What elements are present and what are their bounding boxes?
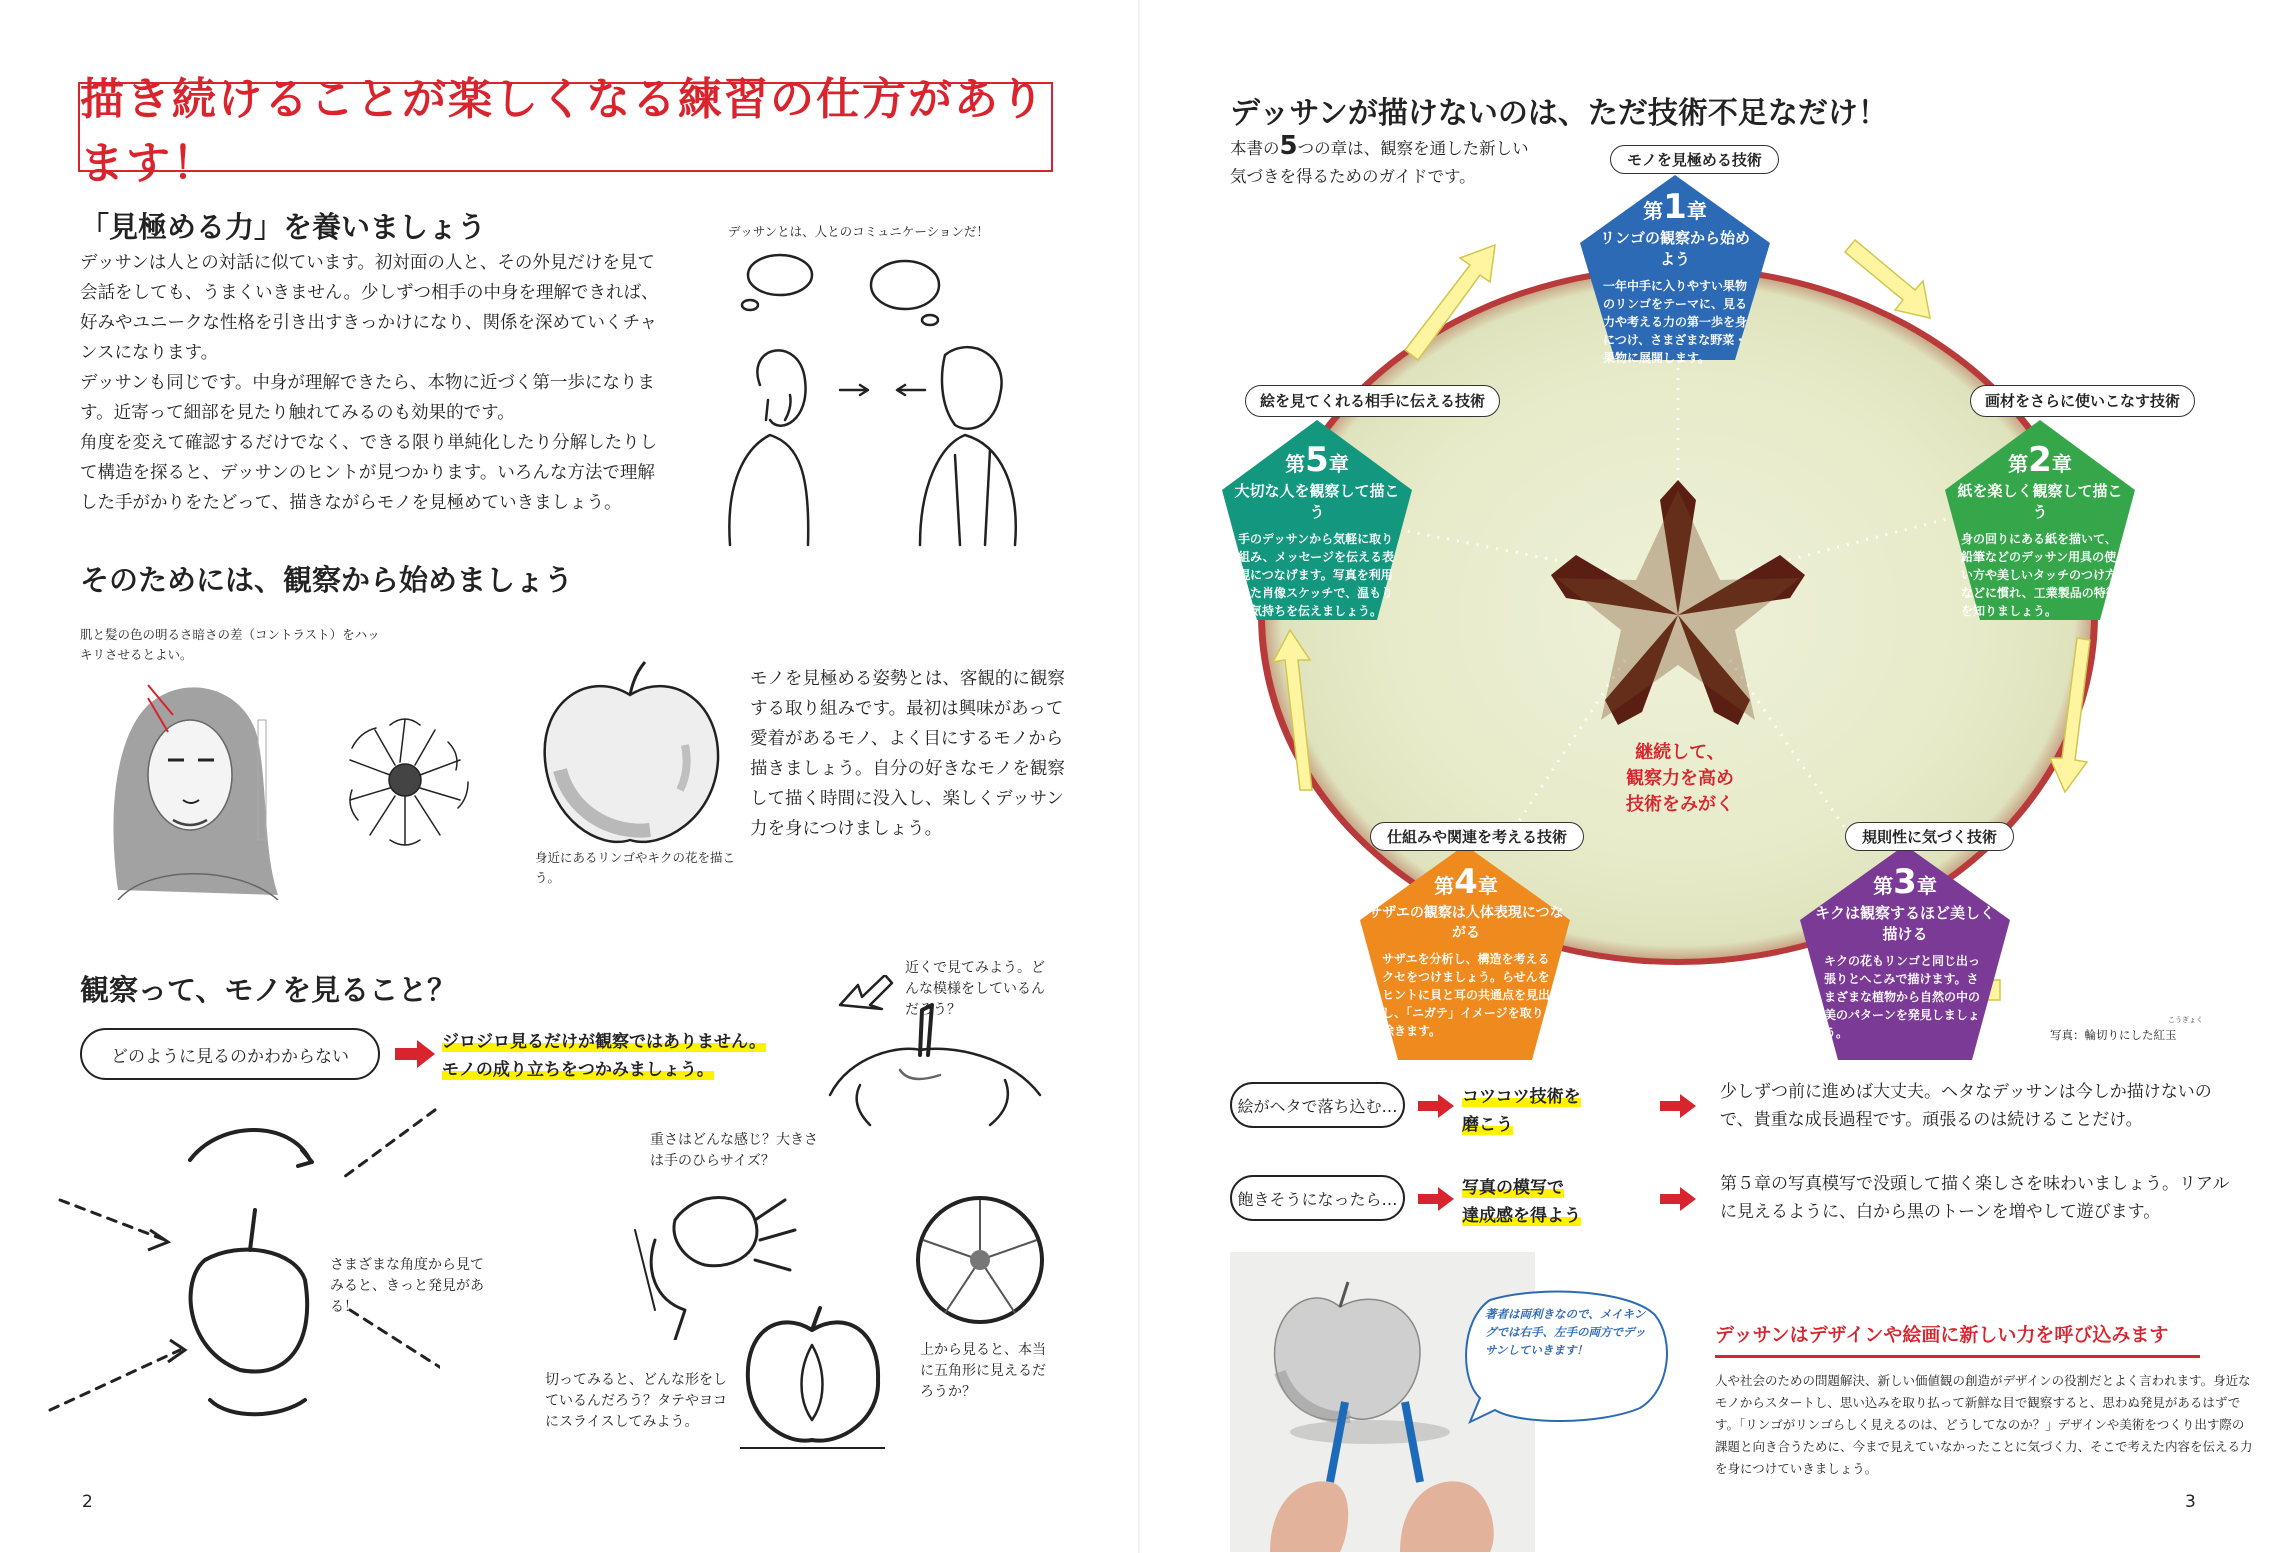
chapter5-content xyxy=(1232,440,1402,620)
chapter-title: 紙を楽しく観察して描こう xyxy=(1957,482,2123,521)
chapter3-content xyxy=(1812,862,1998,1042)
chapter-number: 4 xyxy=(1454,862,1478,902)
page-number-left: 2 xyxy=(82,1492,93,1512)
right-heading: デッサンが描けないのは、ただ技術不足なだけ！ xyxy=(1230,96,1888,131)
apple-caption: 身近にあるリンゴやキクの花を描こう。 xyxy=(535,850,736,885)
center-line: 継続して、 xyxy=(1635,742,1725,763)
photo-credit xyxy=(2050,1025,2177,1045)
problem-text: 絵がヘタで落ち込む… xyxy=(1237,1096,1398,1116)
bubble-text: 著者は両利きなので、メイキングでは右手、左手の両方でデッサンしていきます！ xyxy=(1485,1307,1646,1357)
chapter-title: サザエの観察は人体表現につながる xyxy=(1368,905,1564,941)
angles-note: さまざまな角度から見てみると、きっと発見がある！ xyxy=(330,1257,484,1315)
center-line: 観察力を高め xyxy=(1626,768,1734,789)
red-arrow-icon xyxy=(395,1040,435,1068)
chapter-suffix: 章 xyxy=(1477,874,1498,898)
right-page xyxy=(1140,0,2280,1553)
chapter-number: 2 xyxy=(2028,440,2052,480)
paragraph: デッサンも同じです。中身が理解できたら、本物に近づく第一歩になります。近寄って細部を見たり触れてみるのも効果的です。 xyxy=(80,373,655,423)
chapter-suffix: 章 xyxy=(1328,452,1349,476)
design-paragraph: 人や社会のための問題解決、新しい価値観の創造がデザインの役割だとよく言われます。身近なモノからスタートし、思い込みを取り払って新鮮な目で観察すると、思わぬ発見があるはずです。「リンゴがリンゴらしく見えるのは、どうしてなのか？」デザインや美術をつくり出す際の課題と向き合うために、今まで見えていなかったことに気づく力、そこで考えた内容を伝える力を身につけていきましょう。 xyxy=(1715,1373,2253,1476)
chapter-suffix: 章 xyxy=(2051,452,2072,476)
center-line: 技術をみがく xyxy=(1626,794,1734,815)
cut-apple-sketch xyxy=(740,1300,885,1450)
page-title: 描き続けることが楽しくなる練習の仕方があります！ xyxy=(80,74,1046,189)
chapter-body: 一年中手に入りやすい果物のリンゴをテーマに、見る力や考える力の第一歩を身につけ、さまざまな野菜・果物に展開します。 xyxy=(1603,279,1748,365)
chapter-title: 大切な人を観察して描こう xyxy=(1234,482,1400,521)
center-message xyxy=(1600,740,1760,818)
chapter-prefix: 第 xyxy=(1643,199,1664,223)
chapter-suffix: 章 xyxy=(1916,874,1937,898)
solution-line: コツコツ技術を xyxy=(1462,1087,1581,1107)
chapter-body: 手のデッサンから気軽に取り組み、メッセージを伝える表現につなげます。写真を利用した肖像スケッチで、温もりや気持ちを伝えましょう。 xyxy=(1238,532,1395,618)
red-arrow-icon xyxy=(1660,1187,1696,1211)
chapter-body: キクの花もリンゴと同じ出っ張りとへこみで描けます。さまざまな植物から自然の中の美のパターンを発見しましょう。 xyxy=(1824,954,1981,1040)
problem-pill-1 xyxy=(1230,1082,1405,1128)
top-view-note: 上から見ると、本当に五角形に見えるだろうか？ xyxy=(920,1342,1046,1400)
chapter-prefix: 第 xyxy=(1873,874,1894,898)
red-arrow-icon xyxy=(1418,1187,1454,1211)
chapter-title: リンゴの観察から始めよう xyxy=(1599,229,1750,268)
red-arrow-icon xyxy=(1660,1094,1696,1118)
paragraph: 角度を変えて確認するだけでなく、できる限り単純化したり分解したりして構造を探ると、デッサンのヒントが見つかります。いろんな方法で理解した手がかりをたどって、描きながらモノを見極めていきましょう。 xyxy=(80,433,658,513)
chapter-number: 1 xyxy=(1663,187,1687,227)
conversation-sketch xyxy=(690,245,1050,575)
chapter4-label: 仕組みや関連を考える技術 xyxy=(1370,822,1584,851)
answer-line-1: ジロジロ見るだけが観察ではありません。 xyxy=(442,1032,767,1052)
chapter5-label: 絵を見てくれる相手に伝える技術 xyxy=(1245,385,1500,417)
page-title-box xyxy=(78,74,1053,189)
chrysanthemum-sketch xyxy=(330,700,480,870)
weight-note: 重さはどんな感じ？大きさは手のひらサイズ？ xyxy=(650,1132,818,1169)
chapter-prefix: 第 xyxy=(2008,452,2029,476)
intro-number: 5 xyxy=(1279,131,1298,161)
chapter1-content xyxy=(1595,187,1755,367)
design-heading: デッサンはデザインや絵画に新しい力を呼び込みます xyxy=(1715,1320,2200,1358)
red-arrow-icon xyxy=(1418,1094,1454,1118)
section3-heading: 観察って、モノを見ること？ xyxy=(80,973,457,1007)
chapter4-content xyxy=(1368,862,1564,1040)
chapter-prefix: 第 xyxy=(1285,452,1306,476)
face-caption: 肌と髪の色の明るさ暗さの差（コントラスト）をハッキリさせるとよい。 xyxy=(80,627,380,662)
intro-pre: 本書の xyxy=(1230,139,1280,158)
solution-1 xyxy=(1462,1083,1581,1139)
apple-stem-sketch xyxy=(810,975,1060,1145)
photo-credit-text: 写真：輪切りにした紅玉 xyxy=(2050,1028,2177,1042)
paragraph: デッサンは人との対話に似ています。初対面の人と、その外見だけを見て会話をしても、うまくいきません。少しずつ相手の中身を理解できれば、好みやユニークな性格を引き出すきっかけになり、関係を深めていくチャンスになります。 xyxy=(80,253,659,363)
explanation-2: 第５章の写真模写で没頭して描く楽しさを味わいましょう。リアルに見えるように、白から黒のトーンを増やして遊びます。 xyxy=(1720,1174,2230,1222)
section1-body xyxy=(80,248,670,518)
communication-caption: デッサンとは、人とのコミュニケーションだ！ xyxy=(728,224,989,239)
explanation-1: 少しずつ前に進めば大丈夫。ヘタなデッサンは今しか描けないので、貴重な成長過程です。頑張るのは続けることだけ。 xyxy=(1720,1082,2212,1130)
solution-line: 磨こう xyxy=(1462,1115,1513,1135)
solution-2 xyxy=(1462,1174,1581,1230)
problem-pill-2 xyxy=(1230,1175,1405,1221)
chapter-title: キクは観察するほど美しく描ける xyxy=(1814,904,1995,943)
chapter3-label: 規則性に気づく技術 xyxy=(1845,822,2014,851)
intro-post: つの章は、観察を通した新しい気づきを得るためのガイドです。 xyxy=(1230,139,1529,186)
page-number-right: 3 xyxy=(2185,1492,2196,1512)
answer-block xyxy=(442,1028,766,1084)
solution-line: 達成感を得よう xyxy=(1462,1206,1581,1226)
chapter-body: サザエを分析し、構造を考えるクセをつけましょう。らせんをヒントに貝と耳の共通点を見出し、「ニガテ」イメージを取り除きます。 xyxy=(1382,952,1551,1038)
question-pill xyxy=(80,1028,380,1080)
section2-body: モノを見極める姿勢とは、客観的に観察する取り組みです。最初は興味があって愛着があるモノ、よく目にするモノから描きましょう。自分の好きなモノを観察して描く時間に没入し、楽しくデッサン力を身につけましょう。 xyxy=(750,669,1065,839)
top-view-apple-sketch xyxy=(905,1185,1055,1335)
chapter-number: 3 xyxy=(1893,862,1917,902)
cut-note: 切ってみると、どんな形をしているんだろう？タテやヨコにスライスしてみよう。 xyxy=(545,1372,727,1430)
section2-heading: そのためには、観察から始めましょう xyxy=(80,563,574,597)
answer-line-2: モノの成り立ちをつかみましょう。 xyxy=(442,1060,714,1080)
chapter2-content xyxy=(1955,440,2125,620)
chapter-number: 5 xyxy=(1305,440,1329,480)
solution-line: 写真の模写で xyxy=(1462,1178,1564,1198)
chapter-prefix: 第 xyxy=(1434,874,1455,898)
chapter-body: 身の回りにある紙を描いて、鉛筆などのデッサン用具の使い方や美しいタッチのつけ方などに慣れ、工業製品の特徴を知りましょう。 xyxy=(1961,532,2118,618)
chapter2-label: 画材をさらに使いこなす技術 xyxy=(1970,385,2195,417)
photo-credit-ruby: こうぎょく xyxy=(2168,1016,2203,1024)
chapter-suffix: 章 xyxy=(1686,199,1707,223)
question-text: どのように見るのかわからない xyxy=(111,1046,349,1067)
close-look-note: 近くで見てみよう。どんな模様をしているんだろう？ xyxy=(905,960,1045,1018)
face-sketch xyxy=(78,660,298,900)
problem-text: 飽きそうになったら… xyxy=(1237,1189,1398,1209)
apple-sketch xyxy=(530,650,730,860)
section1-heading: 「見極める力」を養いましょう xyxy=(80,210,487,244)
chapter1-label: モノを見極める技術 xyxy=(1610,145,1779,174)
